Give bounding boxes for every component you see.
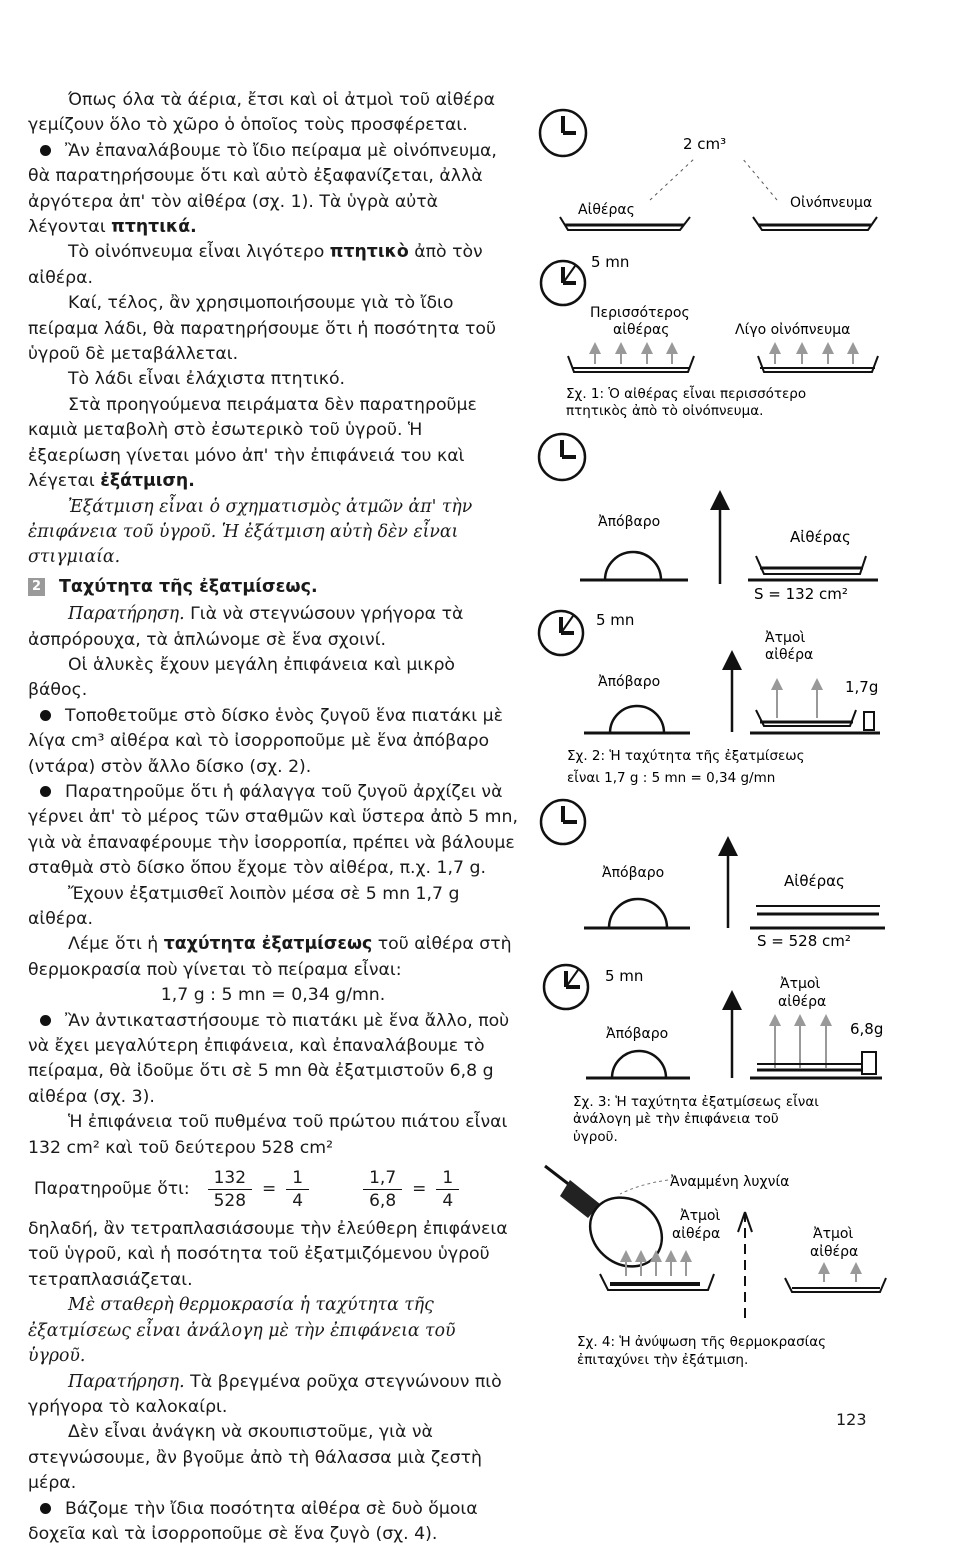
label: Ἀτμοὶ xyxy=(780,976,821,992)
time-label: 5 mn xyxy=(605,967,644,985)
definition: Μὲ σταθερὴ θερμοκρασία ἡ ταχύτητα τῆς ἐξατμίσεως εἶναι ἀνάλογη μὲ τὴν ἐπιφάνεια τοῦ ὑγροῦ. xyxy=(28,1295,456,1367)
tare-label: Ἀπόβαρο xyxy=(602,865,665,881)
tare-weight xyxy=(584,899,690,928)
fraction: $\frac{132}{528}$ xyxy=(208,1167,252,1212)
dish xyxy=(560,217,690,230)
label: αἰθέρα xyxy=(778,994,827,1010)
area-label: S = 132 cm² xyxy=(754,585,848,603)
bullet-paragraph: Ἂν ἀντικαταστήσουμε τὸ πιατάκι μὲ ἕνα ἄλλο, ποὺ νὰ ἔχει μεγαλύτερη ἐπιφάνεια, καὶ ἐπαναλάβουμε τὸ πείραμα, θὰ ἰδοῦμε ὅτι σὲ 5 mn θὰ ἐξατμιστοῦν 6,8 g αἰθέρα (σχ. 3). xyxy=(28,1010,510,1107)
mass-label: 1,7g xyxy=(845,678,879,696)
bullet-paragraph: Παρατηροῦμε ὅτι ἡ φάλαγγα τοῦ ζυγοῦ ἀρχίζει νὰ γέρνει ἀπ' τὸ μέρος τῶν σταθμῶν καὶ ὕστερα ἀπὸ 5 mn, γιὰ νὰ ἐπαναφέρουμε τὴν ἰσορροπία, πρέπει νὰ βάλουμε σταθμὰ στὸ δίσκο ὅπου ἔχομε τὸν αἰθέρα, π.χ. 1,7 g. xyxy=(28,781,518,879)
paragraph: Στὰ προηγούμενα πειράματα δὲν παρατηροῦμε καμιὰ μεταβολὴ στὸ ἐσωτερικὸ τοῦ ὑγροῦ. Ἡ ἐξαερίωση γίνεται μόνο ἀπ' τὴν ἐπιφάνειά του καὶ λέγεται ἐξάτμιση. xyxy=(28,394,477,492)
paragraph: Παρατήρηση. Γιὰ νὰ στεγνώσουν γρήγορα τὰ ἀσπρόρουχα, τὰ ἁπλώνομε σὲ ἕνα σχοινί. xyxy=(28,604,464,650)
dish xyxy=(753,217,877,230)
clock-icon xyxy=(539,434,585,480)
section-heading: 2 Ταχύτητα τῆς ἐξατμίσεως. xyxy=(28,575,518,600)
caption: πτητικὸς ἀπὸ τὸ οἰνόπνευμα. xyxy=(566,403,764,419)
caption: ὑγροῦ. xyxy=(573,1129,618,1145)
caption: Σχ. 1: Ὁ αἰθέρας εἶναι περισσότερο xyxy=(566,386,807,402)
paragraph: Οἱ ἁλυκὲς ἔχουν μεγάλη ἐπιφάνεια καὶ μικρὸ βάθος. xyxy=(28,654,455,701)
time-label: 5 mn xyxy=(596,611,635,629)
paragraph: δηλαδή, ἂν τετραπλασιάσουμε τὴν ἐλεύθερη ἐπιφάνεια τοῦ ὑγροῦ, καὶ ἡ ποσότητα τοῦ ἐξατμιζόμενου ὑγροῦ τετραπλασιάζεται. xyxy=(28,1219,508,1290)
tare-label: Ἀπόβαρο xyxy=(598,674,661,690)
tare-weight xyxy=(586,1051,690,1078)
clock-icon xyxy=(539,611,583,655)
mass-label: 6,8g xyxy=(850,1020,884,1038)
bullet-paragraph: Βάζομε τὴν ἴδια ποσότητα αἰθέρα σὲ δυὸ ὅμοια δοχεῖα καὶ τὰ ἰσορροποῦμε σὲ ἕνα ζυγὸ (σχ. 4). xyxy=(28,1498,478,1544)
vapor-arrows xyxy=(775,1020,826,1068)
label: αἰθέρα xyxy=(672,1226,721,1242)
fraction: $\frac{1}{4}$ xyxy=(436,1167,459,1212)
dish xyxy=(750,710,880,733)
tare-label: Ἀπόβαρο xyxy=(598,514,661,530)
bullet-paragraph: Τοποθετοῦμε στὸ δίσκο ἑνὸς ζυγοῦ ἕνα πιατάκι μὲ λίγα cm³ αἰθέρα καὶ τὸ ἰσορροποῦμε μὲ ἕνα ἀπόβαρο (ντάρα) στὸν ἄλλο δίσκο (σχ. 2). xyxy=(28,705,503,777)
bullet-icon xyxy=(40,710,51,721)
volume-label: 2 cm³ xyxy=(683,135,727,153)
dish xyxy=(750,906,885,928)
label: Ἀτμοὶ xyxy=(765,630,806,646)
paragraph: Παρατήρηση. Τὰ βρεγμένα ροῦχα στεγνώνουν πιὸ γρήγορα τὸ καλοκαίρι. xyxy=(28,1371,502,1417)
bullet-paragraph: Ἂν ἐπαναλάβουμε τὸ ἴδιο πείραμα μὲ οἰνόπνευμα, θὰ παρατηρήσουμε ὅτι καὶ αὐτὸ ἐξαφανίζεται, ἀλλὰ ἀργότερα ἀπ' τὸν αἰθέρα (σχ. 1). Τὰ ὑγρὰ αὐτὰ λέγονται πτητικά. xyxy=(28,140,497,238)
bullet-icon xyxy=(40,1503,51,1514)
caption: Σχ. 3: Ἡ ταχύτητα ἐξατμίσεως εἶναι xyxy=(573,1094,819,1110)
ether-label: Αἰθέρας xyxy=(790,528,851,546)
label: Λίγο οἰνόπνευμα xyxy=(735,322,851,338)
ratio-equation: Παρατηροῦμε ὅτι: $\frac{132}{528}$ = $\frac{1}{4}$ $\frac{1,7}{6,8}$ = $\frac{1}{4}$ xyxy=(28,1161,518,1217)
clock-icon xyxy=(541,261,585,305)
paragraph: Δὲν εἶναι ἀνάγκη νὰ σκουπιστοῦμε, γιὰ νὰ στεγνώσουμε, ἂν βγοῦμε ἀπὸ τὴ θάλασσα μιὰ ζεστὴ μέρα. xyxy=(28,1422,482,1494)
clock-icon xyxy=(541,800,585,844)
dish xyxy=(750,1052,882,1078)
bullet-icon xyxy=(40,786,51,797)
paragraph: Όπως όλα τὰ άέρια, ἔτσι καὶ οἱ ἀτμοὶ τοῦ αἰθέρα γεμίζουν ὅλο τὸ χῶρο ὁ ὁποῖος τοὺς προσφέρεται. xyxy=(28,90,496,136)
bullet-icon xyxy=(40,1015,51,1026)
tare-weight xyxy=(580,552,688,580)
caption: εἶναι 1,7 g : 5 mn = 0,34 g/mn xyxy=(567,770,776,786)
dish xyxy=(748,556,878,580)
label: αἰθέρα xyxy=(810,1244,859,1260)
paragraph: Ἔχουν ἐξατμισθεῖ λοιπὸν μέσα σὲ 5 mn 1,7 g αἰθέρα. xyxy=(28,883,460,929)
dish xyxy=(600,1274,714,1290)
label: Ἀτμοὶ xyxy=(680,1208,721,1224)
lamp-label: Ἀναμμένη λυχνία xyxy=(670,1174,790,1190)
label: Περισσότερος xyxy=(590,305,690,321)
clock-icon xyxy=(540,110,586,156)
caption: Σχ. 4: Ἡ ἀνύψωση τῆς θερμοκρασίας xyxy=(577,1334,827,1350)
main-text-column xyxy=(28,88,518,1547)
figures xyxy=(520,90,960,1380)
time-label: 5 mn xyxy=(591,253,630,271)
paragraph: Καί, τέλος, ἂν χρησιμοποιήσουμε γιὰ τὸ ἴδιο πείραμα λάδι, θὰ παρατηρήσουμε ὅτι ἡ ποσότητα τοῦ ὑγροῦ δὲ μεταβάλλεται. xyxy=(28,293,496,365)
clock-icon xyxy=(544,965,588,1009)
ether-label: Αἰθέρας xyxy=(784,872,845,890)
alcohol-label: Οἰνόπνευμα xyxy=(790,195,873,211)
label: αἰθέρα xyxy=(765,647,814,663)
label: αἰθέρας xyxy=(613,322,670,338)
caption: Σχ. 2: Ἡ ταχύτητα τῆς ἐξατμίσεως xyxy=(567,748,805,764)
fraction: $\frac{1}{4}$ xyxy=(286,1167,309,1212)
paragraph: Τὸ λάδι εἶναι ἐλάχιστα πτητικό. xyxy=(68,369,346,390)
vapor-arrows xyxy=(595,348,853,364)
ether-label: Αἰθέρας xyxy=(578,202,635,218)
formula: 1,7 g : 5 mn = 0,34 g/mn. xyxy=(160,985,386,1006)
vapor-arrows xyxy=(777,684,817,718)
tare-label: Ἀπόβαρο xyxy=(606,1026,669,1042)
paragraph: Τὸ οἰνόπνευμα εἶναι λιγότερο πτητικὸ ἀπὸ τὸν αἰθέρα. xyxy=(28,242,483,288)
fraction: $\frac{1,7}{6,8}$ xyxy=(363,1167,402,1212)
area-label: S = 528 cm² xyxy=(757,932,851,950)
dish xyxy=(785,1278,886,1292)
bullet-icon xyxy=(40,145,51,156)
page-number: 123 xyxy=(836,1410,867,1429)
caption: ἀνάλογη μὲ τὴν ἐπιφάνεια τοῦ xyxy=(573,1111,779,1127)
caption: ἐπιταχύνει τὴν ἐξάτμιση. xyxy=(577,1352,749,1368)
label: Ἀτμοὶ xyxy=(813,1226,854,1242)
definition: Ἐξάτμιση εἶναι ὁ σχηματισμὸς ἀτμῶν ἀπ' τὴν ἐπιφάνεια τοῦ ὑγροῦ. Ἡ ἐξάτμιση αὐτὴ δὲν εἶναι στιγμιαία. xyxy=(28,496,473,568)
tare-weight xyxy=(584,706,690,733)
paragraph: Λέμε ὅτι ἡ ταχύτητα ἐξατμίσεως τοῦ αἰθέρα στὴ θερμοκρασία ποὺ γίνεται τὸ πείραμα εἶναι: xyxy=(28,934,512,980)
dish xyxy=(568,356,694,372)
paragraph: Ἡ ἐπιφάνεια τοῦ πυθμένα τοῦ πρώτου πιάτου εἶναι 132 cm² καὶ τοῦ δεύτερου 528 cm² xyxy=(28,1112,508,1158)
